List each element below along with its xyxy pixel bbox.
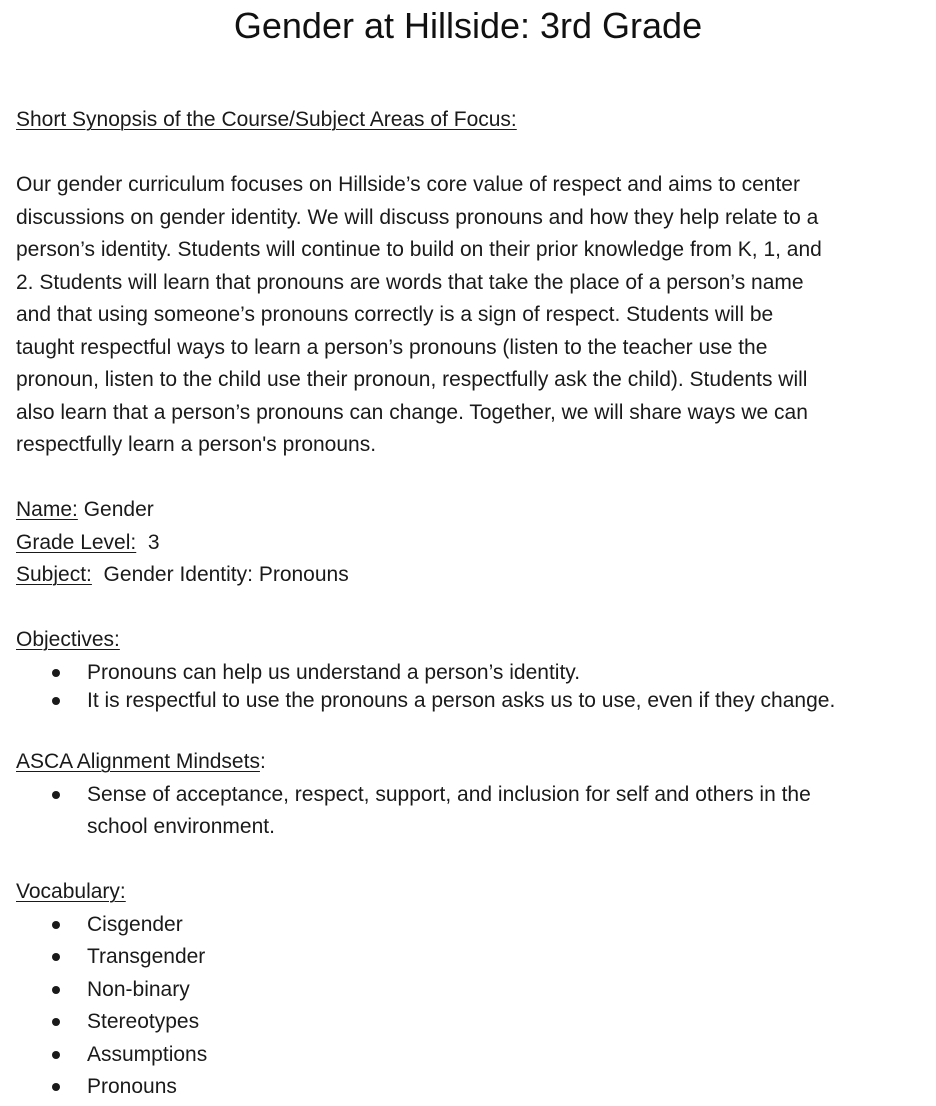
synopsis-line: taught respectful ways to learn a person’s pronouns (listen to the teacher use the [16,335,768,359]
objective-text: Pronouns can help us understand a person’s identity. [87,660,581,684]
vocabulary-heading: Vocabulary: [16,880,126,903]
vocabulary-term: Pronouns [87,1075,177,1098]
bullet-icon [52,1083,60,1091]
subject-row [16,559,349,592]
name-row [16,494,154,527]
grade-level-row [16,527,160,560]
bullet-icon [52,669,60,677]
asca-text-line: school environment. [87,815,275,838]
asca-heading-row [16,746,266,779]
synopsis-line: and that using someone’s pronouns correctly is a sign of respect. Students will be [16,303,774,326]
subject-label: Subject: [16,563,92,586]
name-value: Gender [77,498,154,521]
bullet-icon [52,1051,60,1059]
name-label: Name: [16,498,78,521]
asca-text-line: Sense of acceptance, respect, support, and inclusion for self and others in the [87,782,811,806]
bullet-icon [52,1018,60,1026]
asca-heading-suffix: : [259,750,266,773]
synopsis-line: 2. Students will learn that pronouns are words that take the place of a person’s name [16,270,804,294]
bullet-icon [52,953,60,961]
vocabulary-term: Transgender [87,945,206,968]
asca-heading: ASCA Alignment Mindsets [16,750,260,773]
objectives-heading: Objectives: [16,628,120,651]
synopsis-line: pronoun, listen to the child use their pronoun, respectfully ask the child). Students will [16,368,808,391]
grade-level-value: 3 [136,530,160,554]
synopsis-line: person’s identity. Students will continue to build on their prior knowledge from K, 1, and [16,238,822,261]
objective-text: It is respectful to use the pronouns a person asks us to use, even if they change. [87,689,836,712]
document-title: Gender at Hillside: 3rd Grade [233,5,703,46]
synopsis-line: also learn that a person’s pronouns can change. Together, we will share ways we can [16,400,808,424]
vocabulary-term: Assumptions [87,1042,208,1066]
vocabulary-term: Stereotypes [87,1010,200,1033]
subject-value: Gender Identity: Pronouns [91,563,349,586]
synopsis-line: Our gender curriculum focuses on Hillside’s core value of respect and aims to center [16,173,800,196]
synopsis-heading: Short Synopsis of the Course/Subject Areas of Focus: [16,108,517,131]
synopsis-line: discussions on gender identity. We will discuss pronouns and how they help relate to a [16,205,819,229]
bullet-icon [52,986,60,994]
bullet-icon [52,697,60,705]
synopsis-line: respectfully learn a person's pronouns. [16,433,377,456]
bullet-icon [52,791,60,799]
vocabulary-term: Non-binary [87,977,190,1001]
grade-level-label: Grade Level: [16,530,137,554]
bullet-icon [52,921,60,929]
vocabulary-term: Cisgender [87,912,183,936]
